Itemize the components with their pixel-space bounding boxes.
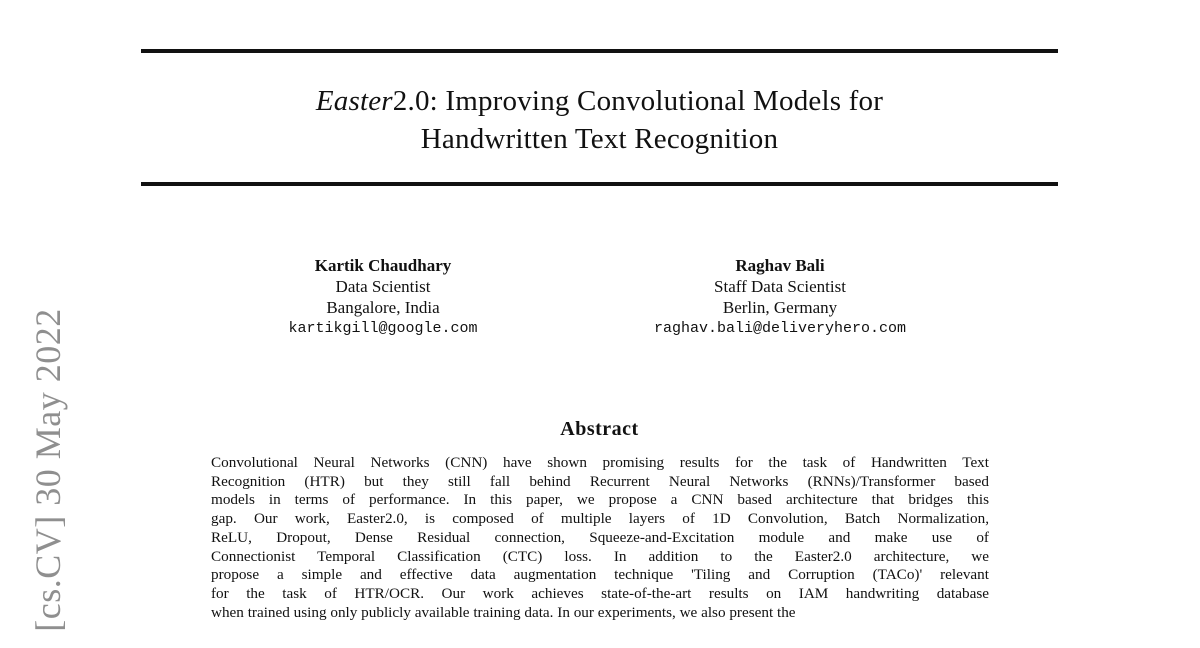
title-line-2: Handwritten Text Recognition [420, 123, 779, 155]
abstract-heading-text: Abstract [560, 418, 639, 440]
abstract-line: when trained using only publicly available training data. In our experiments, we also present the [211, 603, 796, 621]
author-email[interactable]: raghav.bali@deliveryhero.com [653, 320, 907, 337]
abstract-line: Recognition (HTR) but they still fall behind Recurrent Neural Networks (RNNs)/Transformer based [211, 472, 989, 490]
abstract-line: ReLU, Dropout, Dense Residual connection, Squeeze-and-Excitation module and make use of [211, 528, 989, 546]
author-block-2 [600, 255, 960, 339]
abstract-body [211, 454, 989, 622]
author-location: Bangalore, India [326, 298, 440, 317]
abstract-line: for the task of HTR/OCR. Our work achieves state-of-the-art results on IAM handwriting database [211, 584, 989, 602]
title-line-1 [141, 82, 1058, 120]
abstract-line: gap. Our work, Easter2.0, is composed of multiple layers of 1D Convolution, Batch Normalization, [211, 510, 989, 528]
author-role: Data Scientist [335, 277, 431, 296]
abstract-line: Connectionist Temporal Classification (CTC) loss. In addition to the Easter2.0 architecture, we [211, 547, 989, 565]
author-location: Berlin, Germany [722, 298, 838, 317]
title-top-rule [141, 49, 1058, 53]
author-email[interactable]: kartikgill@google.com [288, 320, 478, 337]
author-role: Staff Data Scientist [714, 277, 846, 296]
title-rest: : Improving Convolutional Models for [429, 85, 884, 117]
arxiv-side-stamp: [cs.CV] 30 May 2022 [28, 308, 68, 632]
author-name: Kartik Chaudhary [314, 256, 452, 275]
author-name: Raghav Bali [735, 256, 825, 275]
paper-title [141, 82, 1058, 158]
author-block-1 [203, 255, 563, 339]
abstract-line: models in terms of performance. In this paper, we propose a CNN based architecture that bridges this [211, 491, 989, 509]
abstract-line: Convolutional Neural Networks (CNN) have shown promising results for the task of Handwritten Text [211, 454, 989, 471]
abstract-heading [141, 418, 1058, 441]
title-version: 2.0 [392, 85, 430, 117]
title-bottom-rule [141, 182, 1058, 186]
title-italic-part: Easter [315, 85, 393, 117]
abstract-line: propose a simple and effective data augmentation technique 'Tiling and Corruption (TACo)' relevant [211, 566, 989, 584]
